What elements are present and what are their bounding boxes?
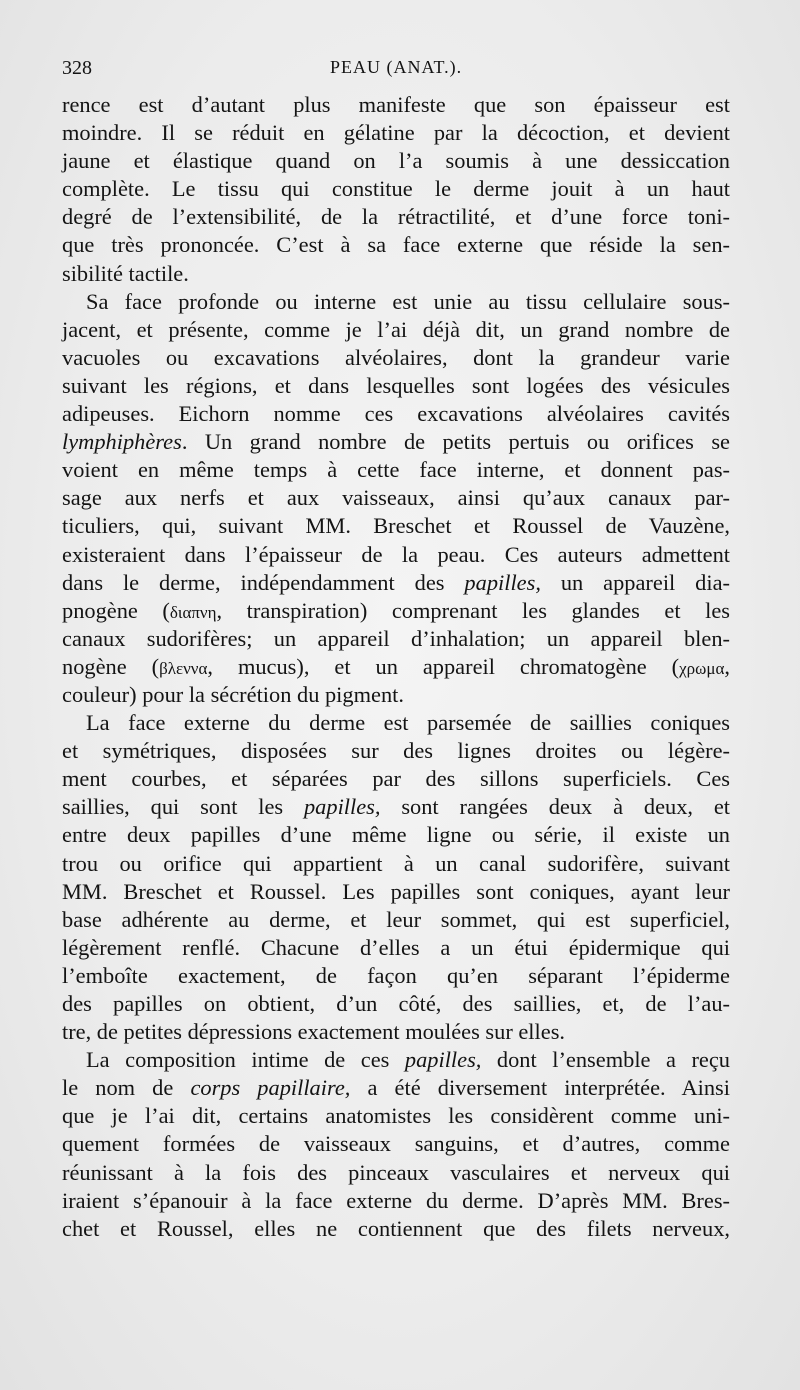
- text-line: ticuliers, qui, suivant MM. Breschet et Roussel de Vauzène,: [62, 513, 730, 539]
- text-line: rence est d’autant plus manifeste que son épaisseur est: [62, 92, 730, 117]
- text-line: iraient s’épanouir à la face externe du derme. D’après MM. Bres-: [62, 1187, 730, 1213]
- text-line: voient en même temps à cette face interne, et donnent pas-: [62, 457, 730, 483]
- text-line: dans le derme, indépendamment des papilles, un appareil dia-: [62, 569, 730, 595]
- text-line: saillies, qui sont les papilles, sont rangées deux à deux, et: [62, 794, 731, 820]
- text-line: existeraient dans l’épaisseur de la peau. Ces auteurs admettent: [62, 541, 730, 567]
- text-line: tre, de petites dépressions exactement moulées sur elles.: [62, 1019, 566, 1045]
- page-number: 328: [62, 57, 92, 79]
- text-line: trou ou orifice qui appartient à un canal sudorifère, suivant: [62, 850, 730, 876]
- text-line: La composition intime de ces papilles, dont l’ensemble a reçu: [86, 1047, 730, 1073]
- text-line: MM. Breschet et Roussel. Les papilles sont coniques, ayant leur: [62, 878, 730, 904]
- text-line: base adhérente au derme, et leur sommet, qui est superficiel,: [62, 906, 730, 932]
- text-line: des papilles on obtient, d’un côté, des saillies, et, de l’au-: [62, 991, 730, 1016]
- text-line: l’emboîte exactement, de façon qu’en séparant l’épiderme: [62, 962, 730, 988]
- text-line: sage aux nerfs et aux vaisseaux, ainsi qu’aux canaux par-: [62, 485, 730, 511]
- text-line: couleur) pour la sécrétion du pigment.: [62, 681, 404, 707]
- running-head: PEAU (ANAT.).: [330, 57, 463, 77]
- text-line: légèrement renflé. Chacune d’elles a un étui épidermique qui: [62, 934, 730, 960]
- text-line: et symétriques, disposées sur des lignes droites ou légère-: [62, 738, 730, 764]
- page-header: [62, 57, 724, 85]
- text-line: nogène (βλεννα, mucus), et un appareil chromatogène (χρωμα,: [62, 653, 730, 679]
- text-line: le nom de corps papillaire, a été diversement interprétée. Ainsi: [62, 1075, 730, 1101]
- text-line: suivant les régions, et dans lesquelles sont logées des vésicules: [62, 372, 730, 398]
- text-line: vacuoles ou excavations alvéolaires, dont la grandeur varie: [62, 344, 730, 370]
- text-line: lymphiphères. Un grand nombre de petits pertuis ou orifices se: [62, 429, 730, 455]
- text-line: Sa face profonde ou interne est unie au tissu cellulaire sous-: [86, 288, 730, 314]
- text-line: canaux sudorifères; un appareil d’inhalation; un appareil blen-: [62, 625, 730, 651]
- text-line: adipeuses. Eichorn nomme ces excavations alvéolaires cavités: [62, 401, 730, 427]
- text-line: ment courbes, et séparées par des sillons superficiels. Ces: [62, 766, 730, 792]
- text-line: chet et Roussel, elles ne contiennent que des filets nerveux,: [62, 1215, 730, 1241]
- body-text: [62, 91, 730, 1243]
- text-line: que très prononcée. C’est à sa face externe que réside la sen-: [62, 232, 730, 258]
- text-line: quement formées de vaisseaux sanguins, et d’autres, comme: [62, 1131, 730, 1157]
- text-line: jacent, et présente, comme je l’ai déjà dit, un grand nombre de: [62, 316, 730, 342]
- text-line: degré de l’extensibilité, de la rétractilité, et d’une force toni-: [62, 204, 730, 230]
- text-line: moindre. Il se réduit en gélatine par la décoction, et devient: [62, 120, 730, 146]
- text-line: complète. Le tissu qui constitue le derme jouit à un haut: [62, 176, 730, 202]
- text-line: que je l’ai dit, certains anatomistes les considèrent comme uni-: [62, 1103, 730, 1129]
- text-line: pnogène (διαπνη, transpiration) comprenant les glandes et les: [62, 597, 730, 623]
- text-line: jaune et élastique quand on l’a soumis à une dessiccation: [62, 148, 730, 174]
- text-line: sibilité tactile.: [62, 260, 189, 286]
- text-line: réunissant à la fois des pinceaux vasculaires et nerveux qui: [62, 1159, 730, 1185]
- text-line: La face externe du derme est parsemée de saillies coniques: [86, 710, 730, 736]
- text-line: entre deux papilles d’une même ligne ou série, il existe un: [62, 822, 730, 848]
